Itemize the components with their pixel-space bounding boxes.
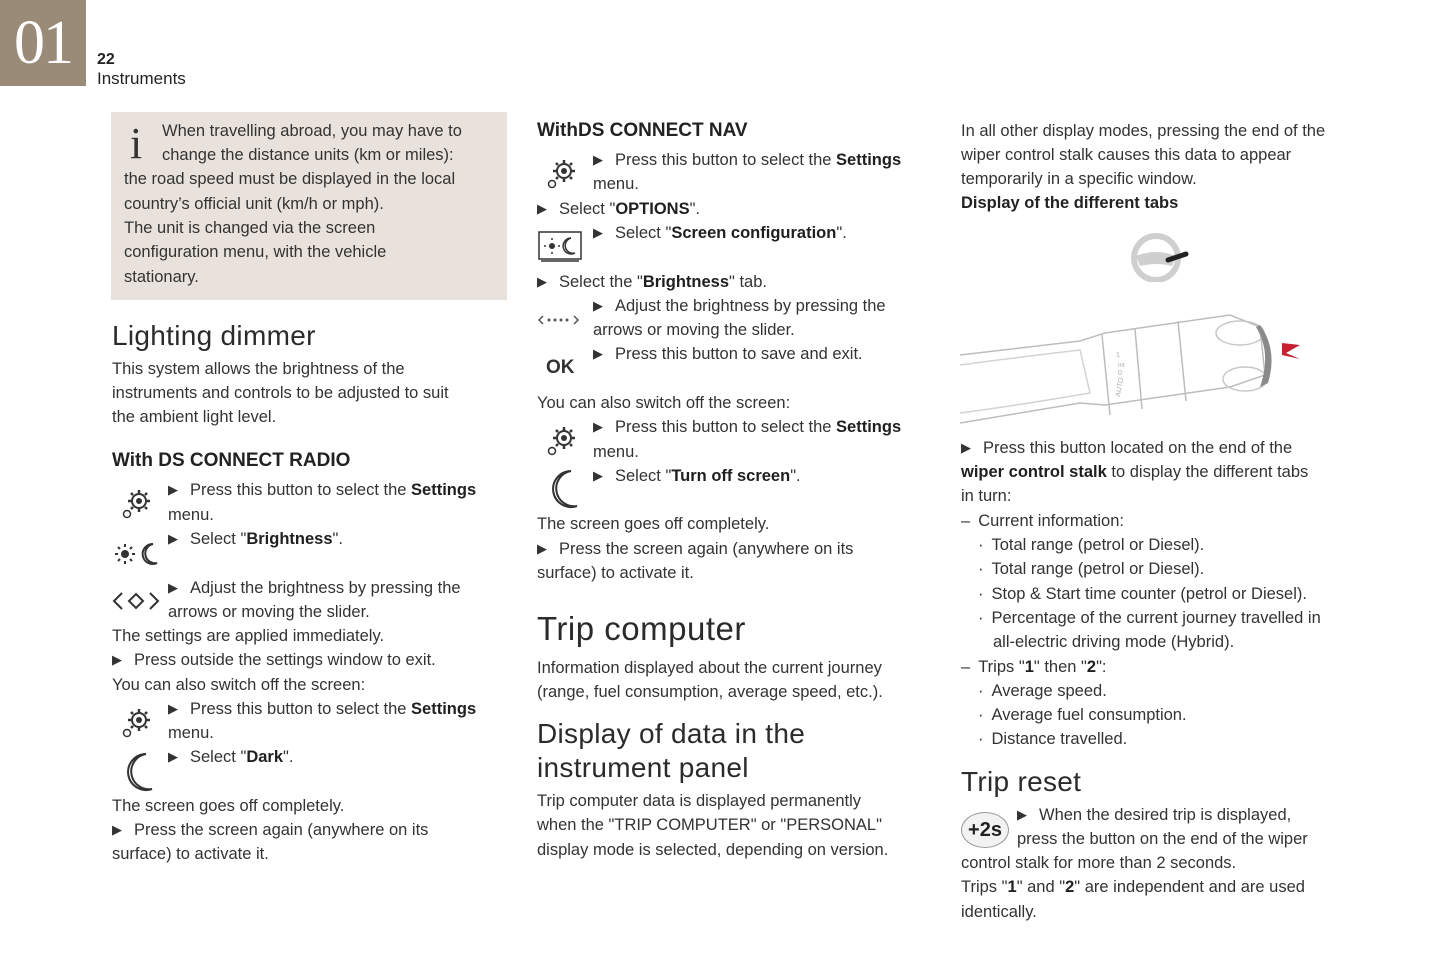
bullet-cont: all-electric driving mode (Hybrid). bbox=[993, 633, 1235, 651]
off-text: The screen goes off completely. bbox=[112, 797, 345, 815]
stalk-label-one: 1 bbox=[1116, 352, 1120, 359]
stalk-label-int: Int bbox=[1118, 363, 1125, 369]
wiper-stalk-illustration bbox=[960, 305, 1330, 430]
radio-heading: With DS CONNECT RADIO bbox=[112, 450, 351, 471]
col3-intro: temporarily in a specific window. bbox=[961, 170, 1197, 188]
bullet: · Average speed. bbox=[978, 682, 1107, 700]
intro-line: This system allows the brightness of the bbox=[112, 360, 405, 378]
ok-button-icon: OK bbox=[546, 357, 575, 378]
slider-dots-icon bbox=[538, 315, 580, 325]
screen-config-icon bbox=[538, 231, 582, 263]
reset-line: press the button on the end of the wiper bbox=[1017, 830, 1308, 848]
step-dark: ▶ Select "Dark". bbox=[168, 748, 294, 766]
bullet: · Stop & Start time counter (petrol or Diesel). bbox=[978, 585, 1307, 603]
nav-step-again: ▶ Press the screen again (anywhere on its bbox=[537, 540, 854, 558]
page-number: 22 bbox=[97, 51, 115, 68]
trip-reset-title: Trip reset bbox=[961, 766, 1082, 797]
step-adjust-cont: arrows or moving the slider. bbox=[168, 603, 370, 621]
moon-icon bbox=[543, 468, 581, 510]
step-brightness: ▶ Select "Brightness". bbox=[168, 530, 343, 548]
nav-switchoff-text: You can also switch off the screen: bbox=[537, 394, 791, 412]
indep-line: Trips "1" and "2" are independent and are used bbox=[961, 878, 1305, 896]
note-line: the road speed must be displayed in the local bbox=[124, 170, 456, 188]
note-line: The unit is changed via the screen bbox=[124, 219, 376, 237]
display-title: instrument panel bbox=[537, 752, 749, 783]
nav-step-settings: ▶ Press this button to select the Settings bbox=[593, 418, 902, 436]
display-text: when the "TRIP COMPUTER" or "PERSONAL" bbox=[537, 816, 882, 834]
nav-step-screen-config: ▶ Select "Screen configuration". bbox=[593, 224, 847, 242]
step-again: ▶ Press the screen again (anywhere on its bbox=[112, 821, 429, 839]
indep-line: identically. bbox=[961, 903, 1037, 921]
bullet: · Total range (petrol or Diesel). bbox=[978, 560, 1205, 578]
nav-step-adjust: ▶ Adjust the brightness by pressing the bbox=[593, 297, 886, 315]
tabs-heading: Display of the different tabs bbox=[961, 194, 1179, 212]
section-title: Instruments bbox=[97, 69, 186, 88]
nav-step-settings: ▶ Press this button to select the Settings bbox=[593, 151, 902, 169]
reset-line: control stalk for more than 2 seconds. bbox=[961, 854, 1237, 872]
trip-text: (range, fuel consumption, average speed, etc.). bbox=[537, 683, 883, 701]
nav-step-save: ▶ Press this button to save and exit. bbox=[593, 345, 863, 363]
settings-gear-icon bbox=[543, 425, 579, 459]
reset-line: ▶ When the desired trip is displayed, bbox=[1017, 806, 1292, 824]
press-line: in turn: bbox=[961, 487, 1012, 505]
nav-step-turn-off: ▶ Select "Turn off screen". bbox=[593, 467, 801, 485]
nav-step-adjust-cont: arrows or moving the slider. bbox=[593, 321, 795, 339]
moon-icon bbox=[118, 751, 156, 793]
step-adjust: ▶ Adjust the brightness by pressing the bbox=[168, 579, 461, 597]
col3-intro: wiper control stalk causes this data to appear bbox=[961, 146, 1292, 164]
press-line: wiper control stalk to display the different tabs bbox=[961, 463, 1309, 481]
nav-step-settings-cont: menu. bbox=[593, 443, 639, 461]
bullet: · Total range (petrol or Diesel). bbox=[978, 536, 1205, 554]
applied-text: The settings are applied immediately. bbox=[112, 627, 385, 645]
intro-line: instruments and controls to be adjusted to suit bbox=[112, 384, 449, 402]
step-settings: ▶ Press this button to select the Settings bbox=[168, 481, 477, 499]
trip-text: Information displayed about the current journey bbox=[537, 659, 882, 677]
stalk-label-zero: 0 bbox=[1118, 370, 1122, 377]
steering-wheel-icon bbox=[1128, 232, 1190, 282]
info-icon: i bbox=[130, 119, 143, 168]
step-settings-cont: menu. bbox=[168, 506, 214, 524]
step-outside: ▶ Press outside the settings window to exit. bbox=[112, 651, 436, 669]
settings-gear-icon bbox=[118, 488, 154, 522]
nav-again-cont: surface) to activate it. bbox=[537, 564, 694, 582]
trips-line: – Trips "1" then "2": bbox=[961, 658, 1107, 676]
display-title: Display of data in the bbox=[537, 718, 806, 749]
step-settings: ▶ Press this button to select the Settings bbox=[168, 700, 477, 718]
brightness-icon bbox=[113, 541, 161, 567]
plus-2s-icon: +2s bbox=[961, 812, 1009, 848]
nav-step-brightness-tab: ▶ Select the "Brightness" tab. bbox=[537, 273, 767, 291]
chapter-number: 01 bbox=[0, 0, 86, 86]
slider-arrows-icon bbox=[112, 590, 160, 612]
current-info: – Current information: bbox=[961, 512, 1124, 530]
nav-heading: WithDS CONNECT NAV bbox=[537, 120, 748, 141]
stalk-label-auto: AUTO bbox=[1115, 377, 1126, 398]
again-cont: surface) to activate it. bbox=[112, 845, 269, 863]
note-line: change the distance units (km or miles): bbox=[162, 146, 454, 164]
trip-computer-title: Trip computer bbox=[537, 610, 746, 647]
note-line: When travelling abroad, you may have to bbox=[162, 122, 462, 140]
bullet: · Average fuel consumption. bbox=[978, 706, 1187, 724]
switchoff-text: You can also switch off the screen: bbox=[112, 676, 366, 694]
step-settings-cont: menu. bbox=[168, 724, 214, 742]
red-arrow-icon bbox=[1282, 343, 1300, 359]
lighting-dimmer-title: Lighting dimmer bbox=[112, 320, 316, 351]
note-line: stationary. bbox=[124, 268, 199, 286]
bullet: · Percentage of the current journey travelled in bbox=[978, 609, 1321, 627]
settings-gear-icon bbox=[118, 707, 154, 741]
intro-line: the ambient light level. bbox=[112, 408, 277, 426]
note-line: country’s official unit (km/h or mph). bbox=[124, 195, 384, 213]
nav-off-text: The screen goes off completely. bbox=[537, 515, 770, 533]
nav-step-options: ▶ Select "OPTIONS". bbox=[537, 200, 701, 218]
display-text: display mode is selected, depending on version. bbox=[537, 841, 889, 859]
col3-intro: In all other display modes, pressing the end of the bbox=[961, 122, 1326, 140]
display-text: Trip computer data is displayed permanently bbox=[537, 792, 862, 810]
settings-gear-icon bbox=[543, 158, 579, 192]
note-line: configuration menu, with the vehicle bbox=[124, 243, 387, 261]
press-line: ▶ Press this button located on the end of the bbox=[961, 439, 1293, 457]
bullet: · Distance travelled. bbox=[978, 730, 1128, 748]
nav-step-settings-cont: menu. bbox=[593, 175, 639, 193]
